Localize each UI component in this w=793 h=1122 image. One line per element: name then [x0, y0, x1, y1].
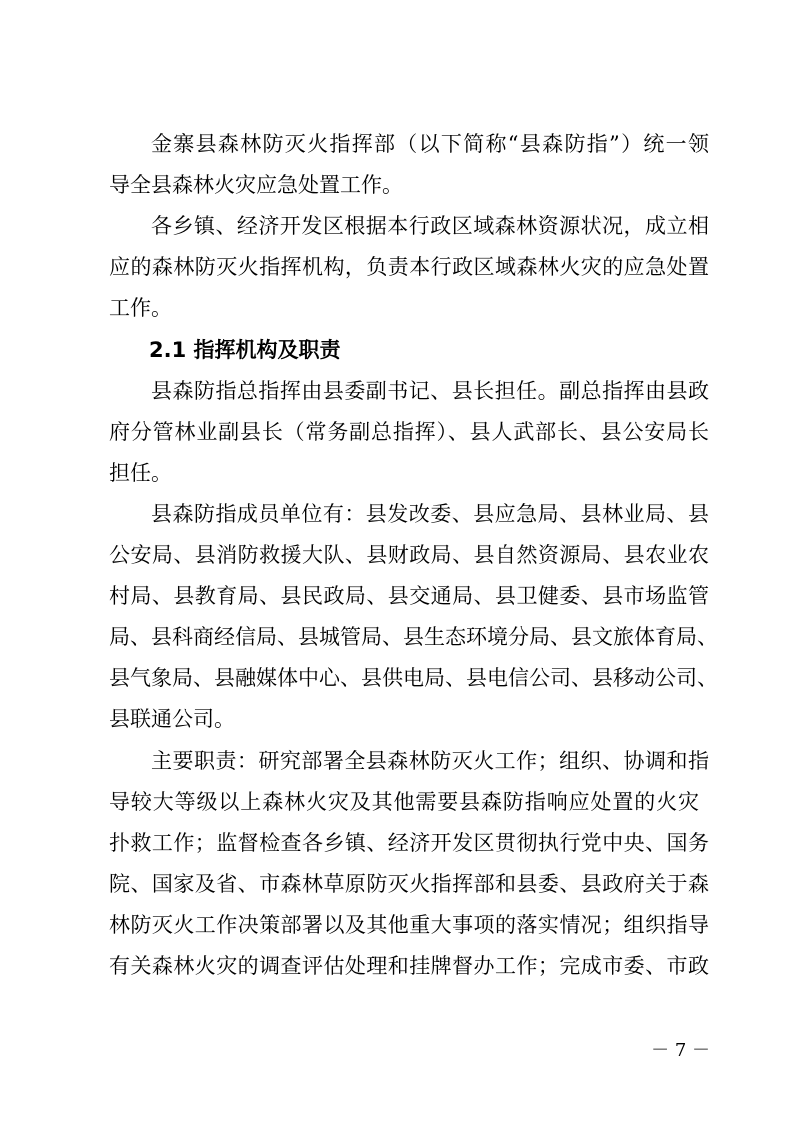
paragraph-line: 局、县科商经信局、县城管局、县生态环境分局、县文旅体育局、 [109, 625, 718, 649]
paragraph-line: 担任。 [109, 461, 172, 485]
paragraph-line: 县联通公司。 [109, 707, 235, 731]
paragraph-line: 主要职责：研究部署全县森林防灭火工作；组织、协调和指 [151, 749, 709, 773]
paragraph-line: 导全县森林火灾应急处置工作。 [109, 173, 403, 197]
section-heading: 2.1 指挥机构及职责 [149, 338, 341, 362]
paragraph-line: 公安局、县消防救援大队、县财政局、县自然资源局、县农业农 [109, 543, 709, 567]
paragraph-line: 应的森林防灭火指挥机构，负责本行政区域森林火灾的应急处置 [109, 255, 709, 279]
paragraph-line: 村局、县教育局、县民政局、县交通局、县卫健委、县市场监管 [109, 584, 709, 608]
paragraph-line: 县气象局、县融媒体中心、县供电局、县电信公司、县移动公司、 [109, 666, 718, 690]
paragraph-line: 扑救工作；监督检查各乡镇、经济开发区贯彻执行党中央、国务 [109, 831, 709, 855]
paragraph-line: 有关森林火灾的调查评估处理和挂牌督办工作；完成市委、市政 [109, 954, 709, 978]
paragraph-line: 林防灭火工作决策部署以及其他重大事项的落实情况；组织指导 [109, 913, 709, 937]
paragraph-line: 县森防指总指挥由县委副书记、县长担任。副总指挥由县政 [151, 379, 709, 403]
paragraph-line: 金寨县森林防灭火指挥部（以下简称“县森防指”）统一领 [151, 132, 709, 156]
paragraph-line: 县森防指成员单位有：县发改委、县应急局、县林业局、县 [151, 502, 709, 526]
paragraph-line: 各乡镇、经济开发区根据本行政区域森林资源状况，成立相 [151, 214, 709, 238]
paragraph-line: 导较大等级以上森林火灾及其他需要县森防指响应处置的火灾 [109, 790, 699, 814]
paragraph-line: 工作。 [109, 296, 172, 320]
page-number: － 7 － [651, 1040, 710, 1061]
paragraph-line: 府分管林业副县长（常务副总指挥）、县人武部长、县公安局长 [109, 420, 709, 444]
paragraph-line: 院、国家及省、市森林草原防灭火指挥部和县委、县政府关于森 [109, 872, 709, 896]
